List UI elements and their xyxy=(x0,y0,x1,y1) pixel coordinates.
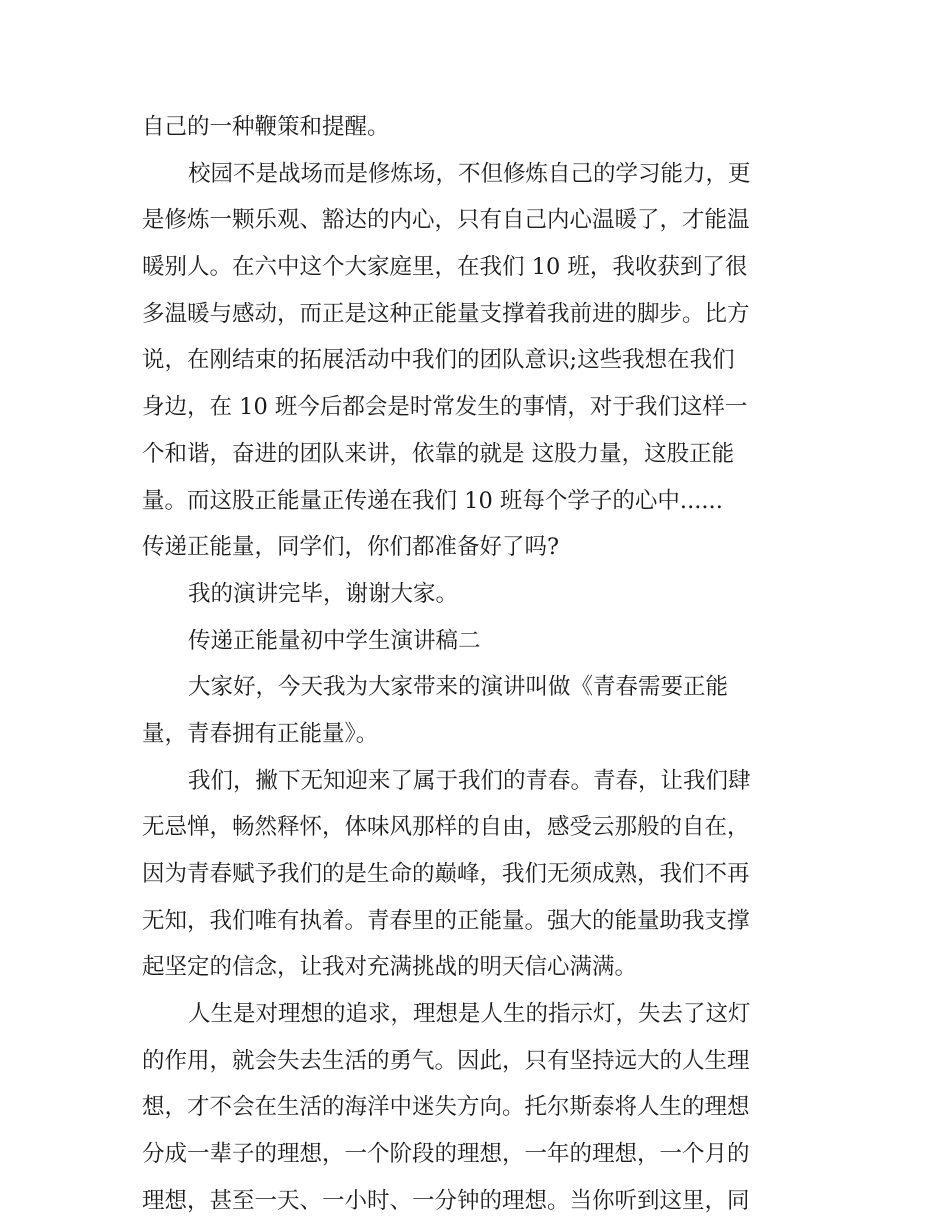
text-line: 多温暖与感动，而正是这种正能量支撑着我前进的脚步。比方 xyxy=(142,300,750,327)
text-line: 传递正能量，同学们，你们都准备好了吗? xyxy=(142,534,560,561)
text-line: 个和谐，奋进的团队来讲，依靠的就是 这股力量，这股正能 xyxy=(142,440,735,467)
text-line: 说，在刚结束的拓展活动中我们的团队意识;这些我想在我们 xyxy=(142,347,735,374)
text-line: 想，才不会在生活的海洋中迷失方向。托尔斯泰将人生的理想 xyxy=(142,1094,750,1121)
text-line: 无忌惮，畅然释怀，体味风那样的自由，感受云那般的自在， xyxy=(142,814,750,841)
section-heading: 传递正能量初中学生演讲稿二 xyxy=(188,627,481,654)
text-line: 起坚定的信念，让我对充满挑战的明天信心满满。 xyxy=(142,954,638,981)
paragraph-start-line: 我们，撇下无知迎来了属于我们的青春。青春，让我们肆 xyxy=(188,767,751,794)
text-line: 自己的一种鞭策和提醒。 xyxy=(142,114,390,140)
text-line: 是修炼一颗乐观、豁达的内心，只有自己内心温暖了，才能温 xyxy=(142,207,750,234)
paragraph-start-line: 大家好，今天我为大家带来的演讲叫做《青春需要正能 xyxy=(188,674,729,701)
text-line: 因为青春赋予我们的是生命的巅峰，我们无须成熟，我们不再 xyxy=(142,861,750,887)
text-line: 无知，我们唯有执着。青春里的正能量。强大的能量助我支撑 xyxy=(142,907,750,934)
paragraph-start-line: 校园不是战场而是修炼场，不但修炼自己的学习能力，更 xyxy=(188,160,751,187)
paragraph-start-line: 我的演讲完毕，谢谢大家。 xyxy=(188,580,459,607)
document-body xyxy=(142,104,810,1225)
text-line: 量，青春拥有正能量》。 xyxy=(142,720,379,747)
text-line: 分成一辈子的理想，一个阶段的理想，一年的理想，一个月的 xyxy=(142,1141,750,1168)
text-line: 量。而这股正能量正传递在我们 10 班每个学子的心中...... xyxy=(142,487,723,514)
text-line: 的作用，就会失去生活的勇气。因此，只有坚持远大的人生理 xyxy=(142,1047,750,1074)
text-line: 暖别人。在六中这个大家庭里，在我们 10 班，我收获到了很 xyxy=(142,254,748,281)
text-line: 理想，甚至一天、一小时、一分钟的理想。当你听到这里，同 xyxy=(142,1187,750,1214)
text-line: 身边，在 10 班今后都会是时常发生的事情，对于我们这样一 xyxy=(142,394,748,421)
paragraph-start-line: 人生是对理想的追求，理想是人生的指示灯，失去了这灯 xyxy=(188,1001,751,1028)
